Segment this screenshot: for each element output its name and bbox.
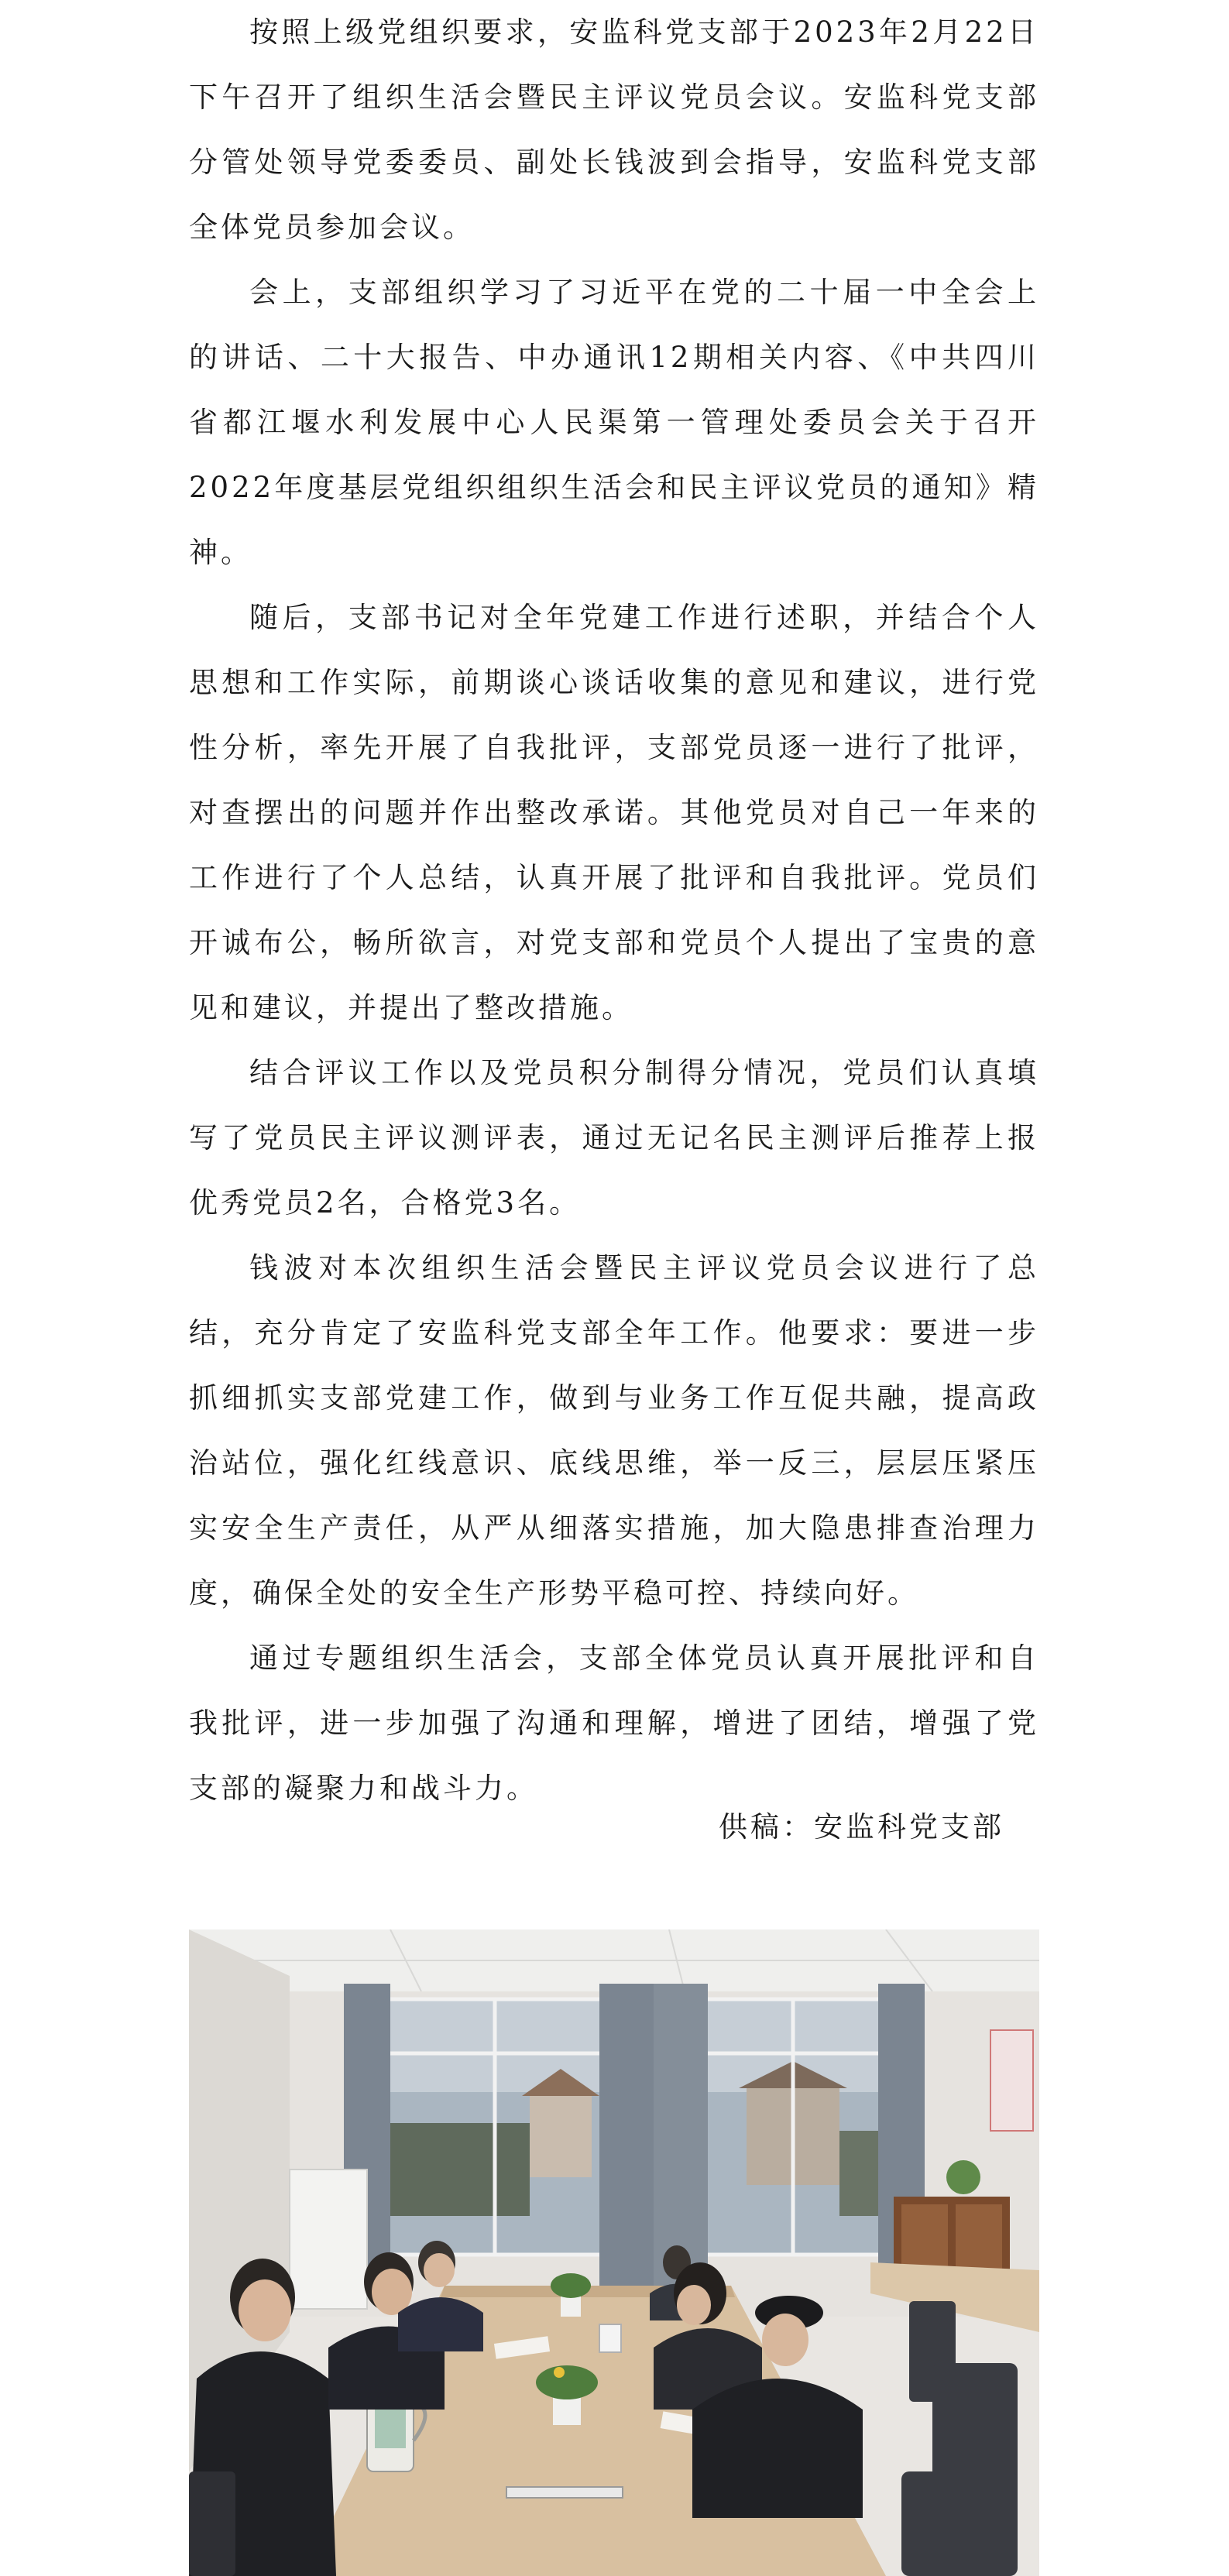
wall-poster	[990, 2030, 1033, 2131]
paragraph-6: 通过专题组织生活会，支部全体党员认真开展批评和自我批评，进一步加强了沟通和理解，增进了团结，增强了党支部的凝聚力和战斗力。	[189, 1641, 1039, 1805]
paragraph-1: 按照上级党组织要求，安监科党支部于2023年2月22日下午召开了组织生活会暨民主评议党员会议。安监科党支部分管处领导党委委员、副处长钱波到会指导，安监科党支部全体党员参加会议。	[189, 15, 1039, 244]
chair-left	[189, 2471, 235, 2576]
article-credit: 供稿：安监科党支部	[719, 1810, 1004, 1844]
chairs-right	[901, 2301, 1018, 2576]
paragraph-3: 随后，支部书记对全年党建工作进行述职，并结合个人思想和工作实际，前期谈心谈话收集的意见和建议，进行党性分析，率先开展了自我批评，支部党员逐一进行了批评，对查摆出的问题并作出整改承诺。其他党员对自己一年来的工作进行了个人总结，认真开展了批评和自我批评。党员们开诚布公，畅所欲言，对党支部和党员个人提出了宝贵的意见和建议，并提出了整改措施。	[189, 601, 1039, 1024]
article-body	[189, 0, 1039, 1821]
paragraph-5: 钱波对本次组织生活会暨民主评议党员会议进行了总结，充分肯定了安监科党支部全年工作。他要求：要进一步抓细抓实支部党建工作，做到与业务工作互促共融，提高政治站位，强化红线意识、底线思维，举一反三，层层压紧压实安全生产责任，从严从细落实措施，加大隐患排查治理力度，确保全处的安全生产形势平稳可控、持续向好。	[189, 1251, 1039, 1610]
paragraph-4: 结合评议工作以及党员积分制得分情况，党员们认真填写了党员民主评议测评表，通过无记名民主测评后推荐上报优秀党员2名，合格党3名。	[189, 1056, 1039, 1219]
curtain-2	[599, 1984, 654, 2293]
air-conditioner	[290, 2170, 367, 2309]
meeting-room-illustration	[189, 1929, 1039, 2576]
meeting-photo	[189, 1929, 1039, 2576]
paragraph-2: 会上，支部组织学习了习近平在党的二十届一中全会上的讲话、二十大报告、中办通讯12期相关内容、《中共四川省都江堰水利发展中心人民渠第一管理处委员会关于召开2022年度基层党组织组织生活会和民主评议党员的通知》精神。	[189, 276, 1039, 569]
